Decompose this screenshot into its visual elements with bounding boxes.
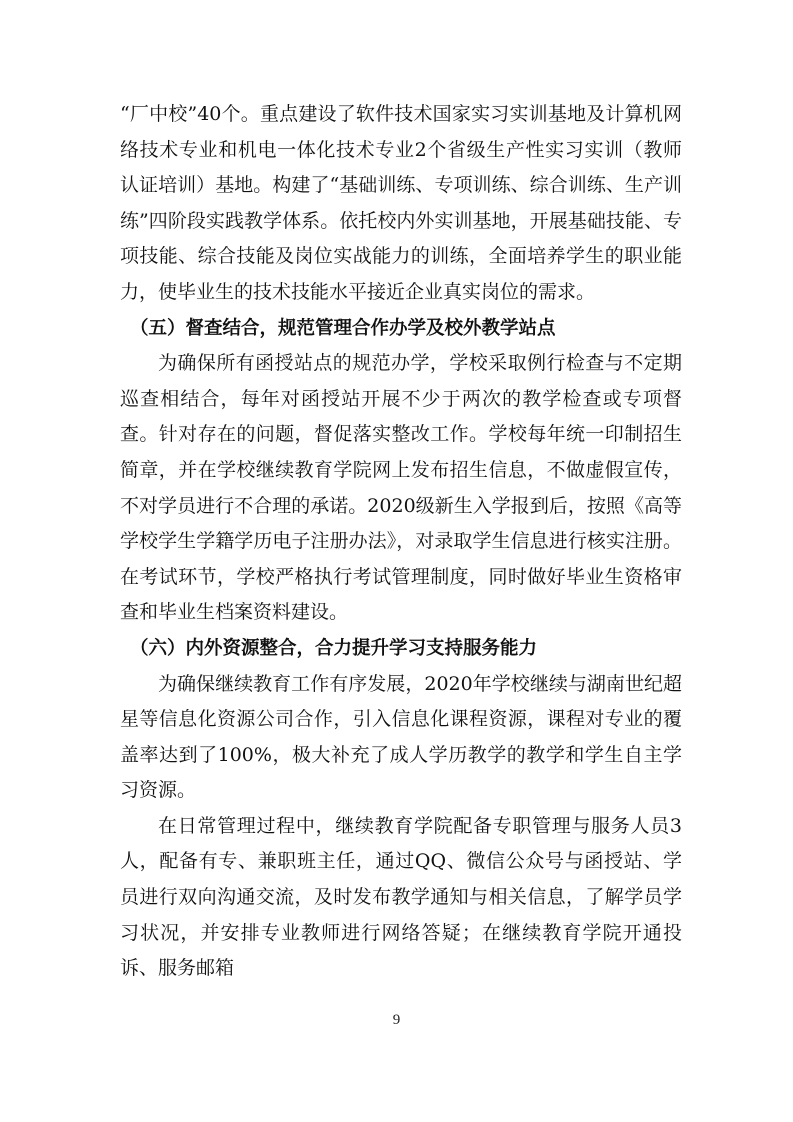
body-paragraph: 为确保继续教育工作有序发展，2020年学校继续与湖南世纪超星等信息化资源公司合作，引入信息化课程资源，课程对专业的覆盖率达到了100%，极大补充了成人学历教学的教学和学生自主学习资源。 bbox=[120, 672, 682, 802]
body-paragraph: 为确保所有函授站点的规范办学，学校采取例行检查与不定期巡查相结合，每年对函授站开展不少于两次的教学检查或专项督查。针对存在的问题，督促落实整改工作。学校每年统一印制招生简章，并在学校继续教育学院网上发布招生信息，不做虚假宣传，不对学员进行不合理的承诺。2020级新生入学报到后，按照《高等学校学生学籍学历电子注册办法》，对录取学生信息进行核实注册。在考试环节，学校严格执行考试管理制度，同时做好毕业生资格审查和毕业生档案资料建设。 bbox=[120, 352, 682, 624]
document-body bbox=[120, 97, 682, 987]
body-paragraph: “厂中校”40个。重点建设了软件技术国家实习实训基地及计算机网络技术专业和机电一体化技术专业2个省级生产性实习实训（教师认证培训）基地。构建了“基础训练、专项训练、综合训练、生产训练”四阶段实践教学体系。依托校内外实训基地，开展基础技能、专项技能、综合技能及岗位实战能力的训练，全面培养学生的职业能力，使毕业生的技术技能水平接近企业真实岗位的需求。 bbox=[120, 103, 682, 303]
section-heading: （五）督查结合，规范管理合作办学及校外教学站点 bbox=[130, 317, 556, 339]
section-heading: （六）内外资源整合，合力提升学习支持服务能力 bbox=[130, 637, 538, 659]
page-number: 9 bbox=[392, 1012, 401, 1028]
body-paragraph: 在日常管理过程中，继续教育学院配备专职管理与服务人员3人，配备有专、兼职班主任，通过QQ、微信公众号与函授站、学员进行双向沟通交流，及时发布教学通知与相关信息，了解学员学习状况，并安排专业教师进行网络答疑；在继续教育学院开通投诉、服务邮箱 bbox=[120, 814, 682, 980]
